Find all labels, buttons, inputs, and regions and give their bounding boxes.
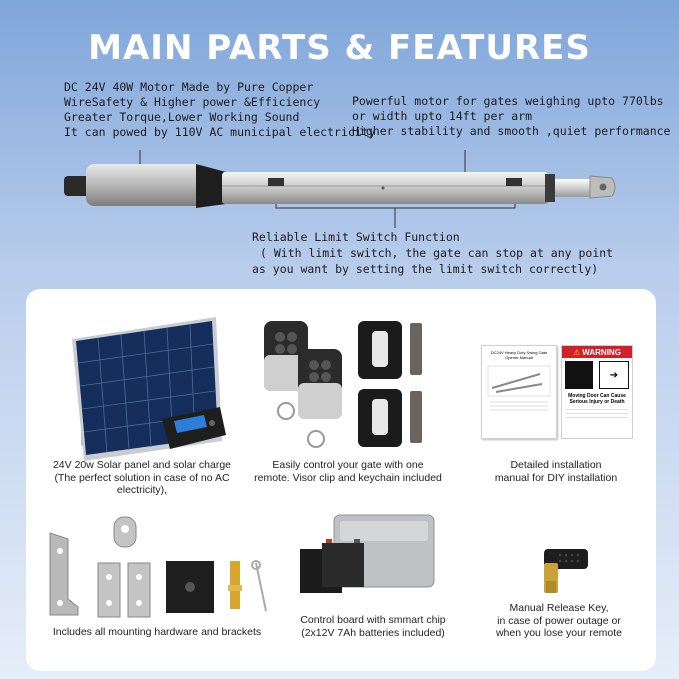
motor-line: It can powed by 110V AC municipal electricity bbox=[64, 125, 376, 139]
hand-icon bbox=[565, 361, 593, 389]
limit-line: Reliable Limit Switch Function bbox=[252, 230, 460, 244]
manual-title: DC24V Heavy Duty Swing Gate Opener Manual bbox=[490, 350, 548, 360]
motor-line: WireSafety & Higher power &Efficiency bbox=[64, 95, 321, 109]
arrow-icon: ➔ bbox=[599, 361, 629, 389]
caption-line: (2x12V 7Ah batteries included) bbox=[301, 626, 445, 639]
manual-caption bbox=[460, 459, 652, 484]
release-key-caption bbox=[466, 602, 652, 640]
solar-caption bbox=[26, 459, 258, 497]
caption-line: electricity), bbox=[116, 484, 168, 496]
caption-line: remote. Visor clip and keychain included bbox=[254, 471, 442, 484]
limit-switch-text bbox=[252, 229, 613, 277]
warning-label: WARNING bbox=[582, 347, 621, 357]
linear-actuator-image bbox=[0, 150, 679, 240]
solar-panel-image bbox=[62, 311, 242, 461]
warning-triangle-icon: ⚠ bbox=[573, 347, 581, 357]
caption-line: (The perfect solution in case of no AC bbox=[54, 471, 230, 484]
manual-diagram bbox=[482, 362, 556, 422]
warning-sign bbox=[561, 345, 633, 439]
caption-line: in case of power outage or bbox=[497, 614, 621, 627]
hardware-caption bbox=[26, 626, 288, 639]
limit-line: ( With limit switch, the gate can stop at any point bbox=[260, 246, 614, 260]
limit-line: as you want by setting the limit switch correctly) bbox=[252, 262, 599, 276]
warning-heading: Moving Door Can Cause Serious Injury or Death bbox=[568, 393, 626, 405]
caption-line: Easily control your gate with one bbox=[272, 459, 424, 471]
remote-caption bbox=[248, 459, 448, 484]
power-line: Powerful motor for gates weighing upto 770lbs bbox=[352, 94, 664, 108]
caption-line: when you lose your remote bbox=[495, 627, 623, 639]
control-box-image bbox=[298, 509, 448, 609]
power-line: or width upto 14ft per arm bbox=[352, 109, 533, 123]
remotes-and-clips-image bbox=[258, 315, 428, 455]
caption-line: Manual Release Key, bbox=[509, 602, 609, 614]
release-key-image bbox=[530, 541, 600, 601]
caption-line: manual for DIY installation bbox=[494, 471, 618, 484]
control-box-caption bbox=[284, 614, 462, 639]
installation-manual-image bbox=[481, 345, 557, 439]
caption-line: Detailed installation bbox=[510, 459, 602, 471]
power-line: Higher stability and smooth ,quiet performance bbox=[352, 124, 671, 138]
mounting-hardware-image bbox=[44, 511, 284, 621]
motor-line: Greater Torque,Lower Working Sound bbox=[64, 110, 300, 124]
motor-line: DC 24V 40W Motor Made by Pure Copper bbox=[64, 80, 314, 94]
caption-line: Control board with smmart chip bbox=[300, 614, 446, 626]
parts-panel bbox=[26, 289, 656, 671]
page-title: MAIN PARTS & FEATURES bbox=[88, 28, 591, 68]
caption-line: Includes all mounting hardware and brackets bbox=[52, 626, 262, 638]
motor-feature-text bbox=[64, 80, 376, 140]
power-feature-text bbox=[352, 94, 671, 139]
caption-line: 24V 20w Solar panel and solar charge bbox=[52, 459, 232, 471]
